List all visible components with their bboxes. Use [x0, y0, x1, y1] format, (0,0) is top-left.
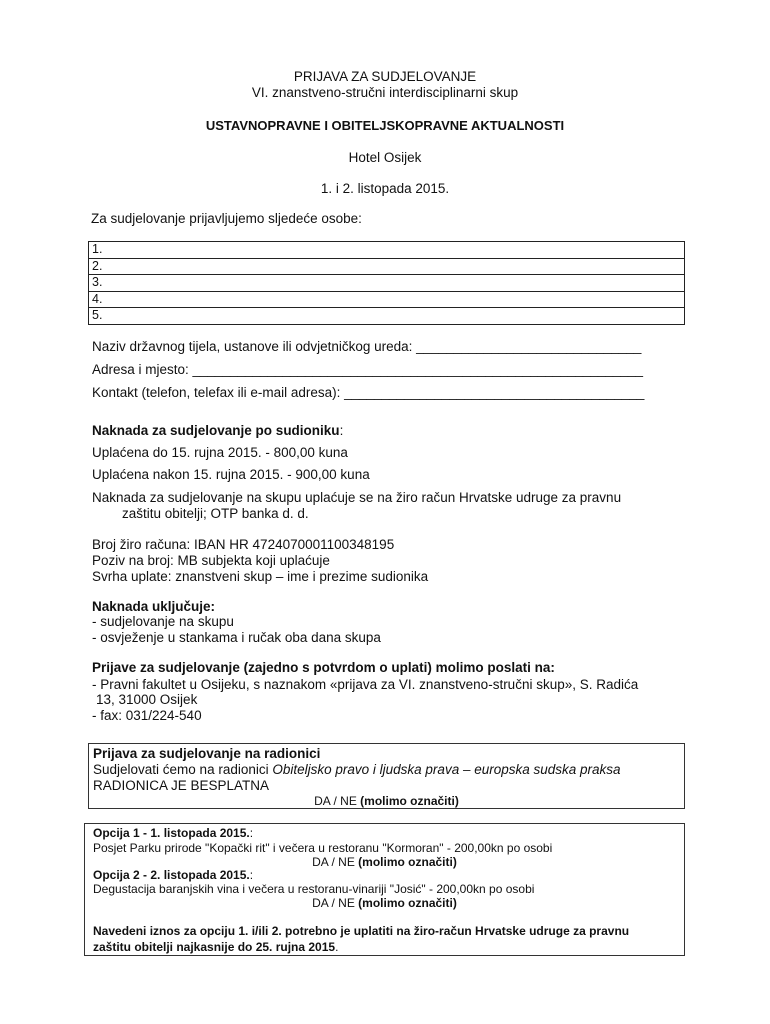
- venue: Hotel Osijek: [348, 150, 422, 165]
- option-2-colon: :: [249, 868, 254, 882]
- option-2-choice-note: (molimo označiti): [358, 896, 457, 910]
- payment-deadline-period: .: [335, 940, 339, 954]
- workshop-line-prefix: Sudjelovati ćemo na radionici: [93, 762, 273, 777]
- workshop-choice-options[interactable]: DA / NE: [314, 794, 357, 808]
- payment-purpose: Svrha uplate: znanstveni skup – ime i prezime sudionika: [92, 569, 429, 584]
- contact-field[interactable]: Kontakt (telefon, telefax ili e-mail adresa): ________________________________________: [92, 385, 645, 400]
- workshop-choice[interactable]: [89, 794, 684, 808]
- workshop-free-note: RADIONICA JE BESPLATNA: [93, 778, 270, 793]
- option-1-date: - 1. listopada 2015.: [139, 826, 250, 840]
- participants-table: [88, 241, 685, 325]
- workshop-title: Obiteljsko pravo i ljudska prava – europska sudska praksa: [272, 762, 621, 777]
- option-1-label: Opcija 1: [93, 826, 140, 840]
- fee-note-line-2: zaštitu obitelji; OTP banka d. d.: [122, 506, 309, 521]
- option-1-choice-note: (molimo označiti): [358, 855, 457, 869]
- workshop-line: [93, 762, 621, 777]
- includes-heading: Naknada uključuje:: [92, 599, 216, 614]
- option-1-heading: [93, 826, 253, 840]
- payment-deadline-line-1: Navedeni iznos za opciju 1. i/ili 2. potrebno je uplatiti na žiro-račun Hrvatske udruge za pravnu: [93, 924, 630, 938]
- conference-name: USTAVNOPRAVNE I OBITELJSKOPRAVNE AKTUALNOSTI: [205, 118, 565, 133]
- participant-row-4[interactable]: 4.: [89, 292, 684, 309]
- fee-heading: [92, 423, 343, 438]
- options-box: [84, 823, 685, 956]
- option-2-label: Opcija 2: [93, 868, 140, 882]
- payment-reference: Poziv na broj: MB subjekta koji uplaćuje: [92, 553, 330, 568]
- institution-field[interactable]: Naziv državnog tijela, ustanove ili odvjetničkog ureda: ______________________________: [92, 339, 642, 354]
- participant-row-3[interactable]: 3.: [89, 275, 684, 292]
- workshop-heading: Prijava za sudjelovanje na radionici: [93, 746, 321, 761]
- participants-intro: Za sudjelovanje prijavljujemo sljedeće osobe:: [91, 211, 362, 226]
- submission-heading: Prijave za sudjelovanje (zajedno s potvrdom o uplati) molimo poslati na:: [92, 660, 555, 675]
- option-1-choice-options[interactable]: DA / NE: [312, 855, 355, 869]
- event-subtitle: VI. znanstveno-stručni interdisciplinarni skup: [251, 85, 519, 100]
- option-2-choice[interactable]: [85, 896, 684, 910]
- option-1-choice[interactable]: [85, 855, 684, 869]
- option-2-heading: [93, 868, 253, 882]
- event-dates: 1. i 2. listopada 2015.: [320, 181, 450, 196]
- workshop-choice-note: (molimo označiti): [360, 794, 459, 808]
- submission-address-line-1: - Pravni fakultet u Osijeku, s naznakom «prijava za VI. znanstveno-stručni skup», S. Radića: [92, 677, 639, 692]
- payment-deadline-text: zaštitu obitelji najkasnije do 25. rujna 2015: [93, 940, 336, 954]
- option-2-date: - 2. listopada 2015.: [139, 868, 250, 882]
- submission-fax: - fax: 031/224-540: [92, 708, 202, 723]
- submission-address-line-2: 13, 31000 Osijek: [96, 692, 198, 707]
- includes-item-2: - osvježenje u stankama i ručak oba dana skupa: [92, 630, 381, 645]
- option-1-description: Posjet Parku prirode "Kopački rit" i večera u restoranu "Kormoran" - 200,00kn po osobi: [93, 841, 553, 855]
- option-2-description: Degustacija baranjskih vina i večera u restoranu-vinariji "Josić" - 200,00kn po osobi: [93, 882, 535, 896]
- payment-deadline-line-2: [93, 940, 338, 954]
- participant-row-2[interactable]: 2.: [89, 259, 684, 276]
- workshop-box: [88, 743, 685, 809]
- fee-heading-text: Naknada za sudjelovanje po sudioniku: [92, 423, 340, 438]
- account-number: Broj žiro računa: IBAN HR 4724070001100348195: [92, 537, 395, 552]
- address-field[interactable]: Adresa i mjesto: ____________________________________________________________: [92, 362, 644, 377]
- fee-late: Uplaćena nakon 15. rujna 2015. - 900,00 kuna: [92, 467, 370, 482]
- form-title: PRIJAVA ZA SUDJELOVANJE: [293, 69, 477, 84]
- fee-early: Uplaćena do 15. rujna 2015. - 800,00 kuna: [92, 445, 348, 460]
- participant-row-5[interactable]: 5.: [92, 308, 103, 323]
- participant-row-1[interactable]: 1.: [89, 242, 684, 259]
- includes-item-1: - sudjelovanje na skupu: [92, 614, 234, 629]
- option-2-choice-options[interactable]: DA / NE: [312, 896, 355, 910]
- fee-heading-colon: :: [339, 423, 344, 438]
- fee-note-line-1: Naknada za sudjelovanje na skupu uplaćuje se na žiro račun Hrvatske udruge za pravnu: [92, 490, 622, 505]
- option-1-colon: :: [249, 826, 254, 840]
